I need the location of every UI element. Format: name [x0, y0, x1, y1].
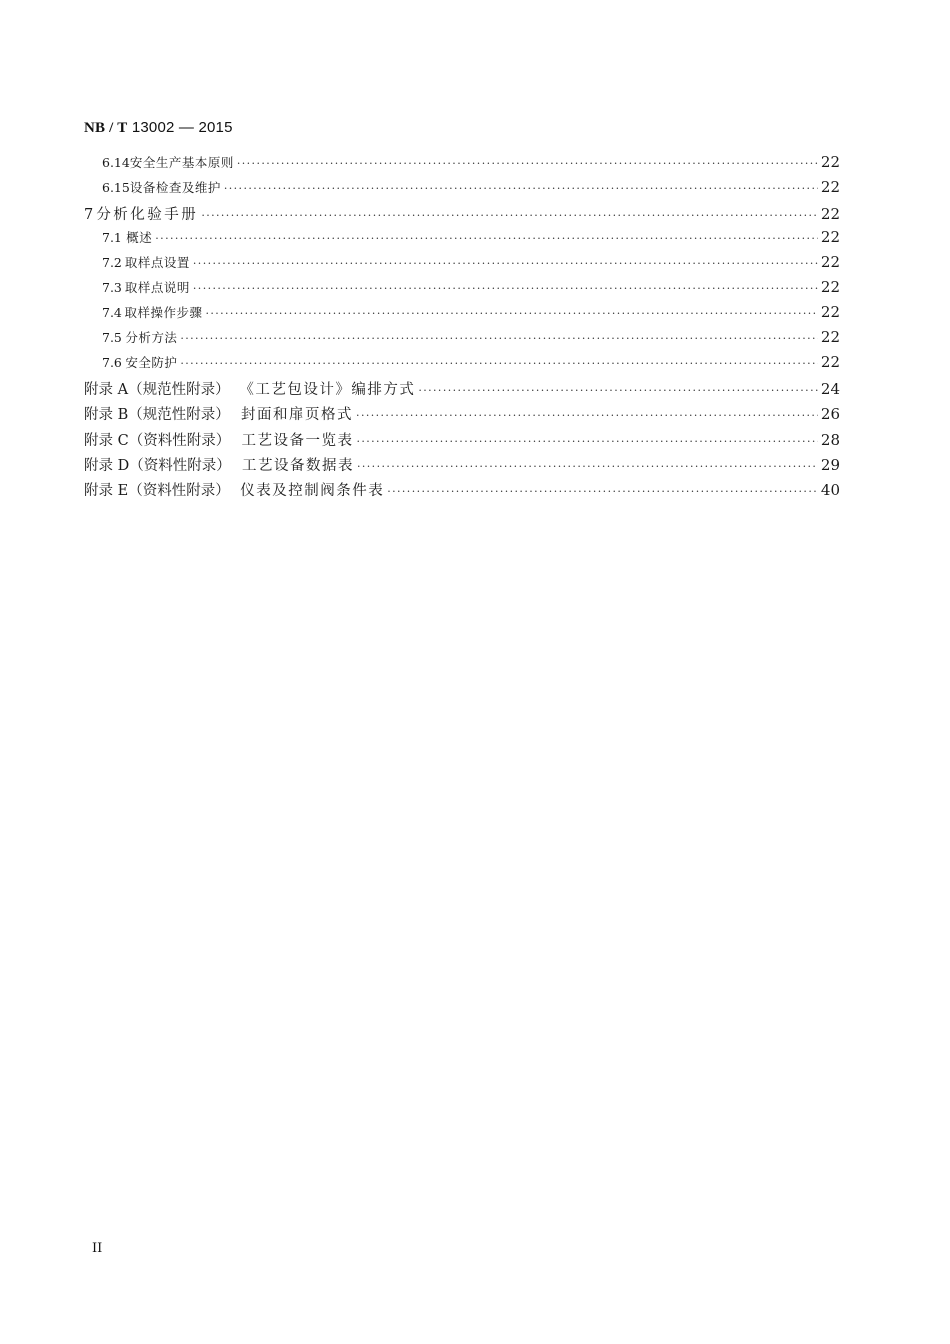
dot-leader — [180, 358, 818, 369]
toc-entry-number: 7.6 — [102, 355, 122, 371]
toc-entry-title: 《工艺包设计》编排方式 — [239, 382, 416, 399]
toc-entry-title: 设备检查及维护 — [129, 180, 221, 195]
toc-entry-title: 分析化验手册 — [96, 207, 199, 223]
toc-entry-page: 22 — [820, 278, 840, 297]
toc-entry-number: 7.1 — [102, 230, 122, 246]
table-of-contents — [84, 153, 840, 504]
toc-appendix-label: 附录 D（资料性附录） — [84, 457, 231, 474]
toc-entry-7-6[interactable] — [84, 353, 840, 378]
toc-entry-title: 取样操作步骤 — [124, 305, 203, 321]
toc-entry-number: 6.14 — [102, 155, 130, 170]
toc-entry-6-14[interactable] — [84, 153, 840, 178]
toc-entry-page: 22 — [820, 178, 840, 196]
dot-leader — [193, 258, 818, 269]
standard-number: 13002 — 2015 — [131, 119, 233, 136]
toc-entry-title: 仪表及控制阀条件表 — [240, 482, 385, 499]
dot-leader — [237, 158, 818, 169]
toc-entry-number: 7.4 — [102, 305, 122, 321]
toc-entry-page: 24 — [820, 380, 840, 399]
toc-entry-page: 29 — [820, 455, 840, 474]
toc-entry-7-2[interactable] — [84, 253, 840, 278]
toc-entry-appendix-b[interactable] — [84, 403, 840, 428]
dot-leader — [387, 486, 818, 497]
toc-entry-page: 22 — [820, 328, 840, 347]
toc-appendix-label: 附录 E（资料性附录） — [84, 482, 230, 499]
toc-entry-appendix-a[interactable] — [84, 378, 840, 403]
toc-entry-title: 取样点设置 — [124, 255, 190, 271]
dot-leader — [356, 436, 817, 447]
toc-entry-6-15[interactable] — [84, 178, 840, 203]
toc-appendix-label: 附录 B（规范性附录） — [84, 407, 230, 424]
toc-entry-page: 22 — [820, 153, 840, 171]
toc-entry-7[interactable] — [84, 203, 840, 228]
toc-entry-title: 安全生产基本原则 — [129, 155, 234, 170]
toc-entry-appendix-e[interactable] — [84, 479, 840, 504]
toc-entry-7-1[interactable] — [84, 228, 840, 253]
toc-entry-page: 22 — [820, 228, 840, 247]
toc-appendix-label: 附录 A（规范性附录） — [84, 382, 230, 399]
dot-leader — [201, 210, 818, 221]
dot-leader — [418, 385, 818, 396]
toc-entry-title: 分析方法 — [125, 330, 178, 346]
toc-entry-appendix-c[interactable] — [84, 429, 840, 454]
standard-header — [84, 119, 233, 137]
dot-leader — [356, 410, 818, 421]
toc-appendix-label: 附录 C（资料性附录） — [84, 432, 231, 449]
toc-entry-page: 22 — [820, 205, 840, 223]
dot-leader — [155, 233, 818, 244]
dot-leader — [357, 461, 818, 472]
dot-leader — [180, 333, 818, 344]
toc-entry-appendix-d[interactable] — [84, 454, 840, 479]
toc-entry-7-3[interactable] — [84, 278, 840, 303]
toc-entry-page: 22 — [820, 303, 840, 322]
toc-entry-title: 取样点说明 — [124, 280, 190, 296]
toc-entry-title: 封面和扉页格式 — [241, 407, 354, 424]
toc-entry-7-5[interactable] — [84, 328, 840, 353]
dot-leader — [224, 183, 818, 194]
dot-leader — [193, 283, 818, 294]
standard-code: NB / T — [84, 120, 128, 136]
toc-entry-number: 6.15 — [102, 180, 130, 195]
toc-entry-number: 7.3 — [102, 280, 122, 296]
toc-entry-7-4[interactable] — [84, 303, 840, 328]
toc-entry-title: 工艺设备一览表 — [241, 432, 354, 449]
toc-entry-page: 26 — [820, 405, 840, 424]
dot-leader — [205, 308, 817, 319]
toc-entry-page: 28 — [820, 430, 840, 449]
toc-entry-page: 40 — [820, 480, 840, 499]
page-number: II — [92, 1241, 103, 1256]
toc-entry-page: 22 — [820, 353, 840, 372]
toc-entry-number: 7.2 — [102, 255, 122, 271]
toc-entry-number: 7.5 — [102, 330, 122, 346]
toc-entry-number: 7 — [84, 207, 94, 223]
toc-entry-page: 22 — [820, 253, 840, 272]
toc-entry-title: 概述 — [126, 230, 153, 246]
toc-entry-title: 工艺设备数据表 — [241, 457, 354, 474]
toc-entry-title: 安全防护 — [125, 355, 178, 371]
